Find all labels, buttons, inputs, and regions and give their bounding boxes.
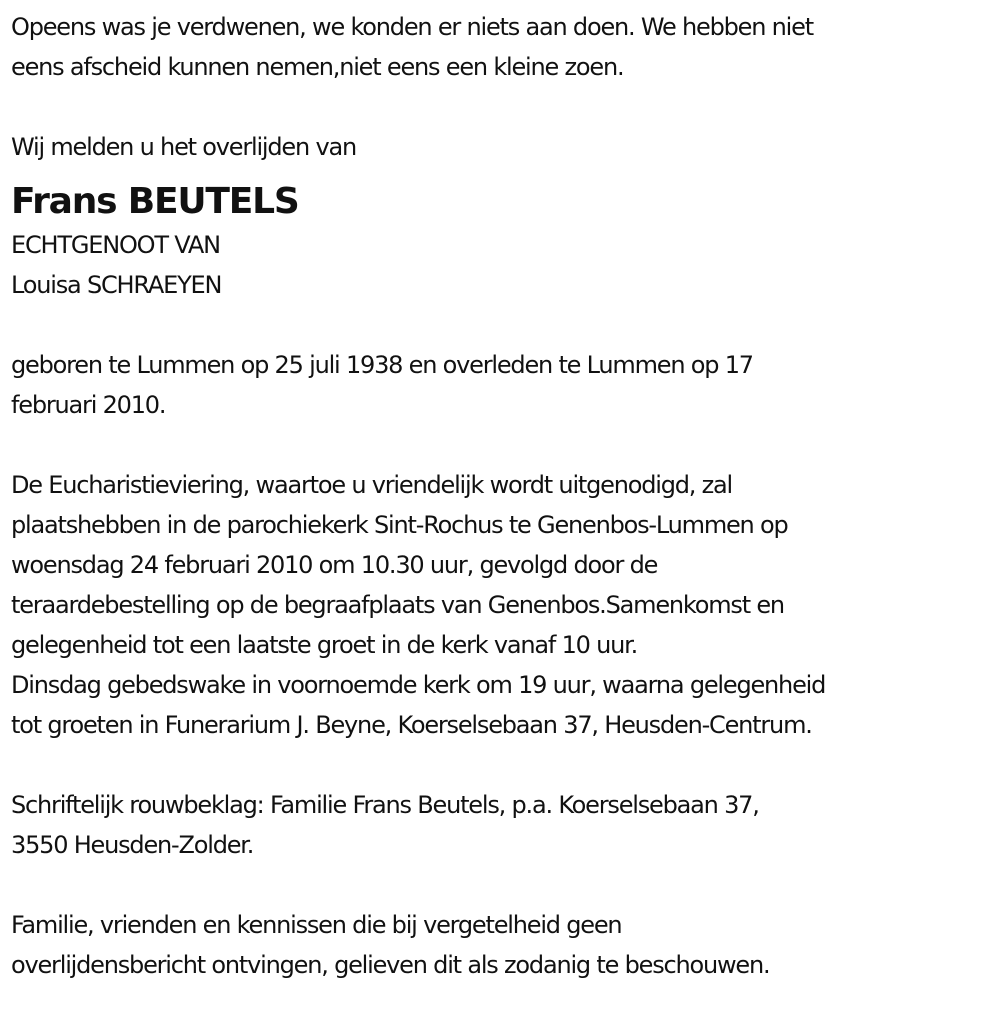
announcement-text: Wij melden u het overlijden van — [11, 133, 356, 161]
deceased-name: Frans BEUTELS — [11, 181, 299, 222]
relation-label: ECHTGENOOT VAN — [11, 231, 220, 259]
intro-verse — [11, 7, 996, 87]
ceremony-line: gelegenheid tot een laatste groet in de kerk vanaf 10 uur. — [11, 631, 638, 659]
ceremony-line: tot groeten in Funerarium J. Beyne, Koerselsebaan 37, Heusden-Centrum. — [11, 711, 812, 739]
spacer — [11, 87, 996, 127]
birth-death-paragraph — [11, 345, 996, 425]
spacer — [11, 865, 996, 905]
spouse-name: Louisa SCHRAEYEN — [11, 271, 222, 299]
ceremony-line: plaatshebben in de parochiekerk Sint-Rochus te Genenbos-Lummen op — [11, 511, 788, 539]
ceremony-line: teraardebestelling op de begraafplaats van Genenbos.Samenkomst en — [11, 591, 784, 619]
ceremony-line: De Eucharistieviering, waartoe u vriendelijk wordt uitgenodigd, zal — [11, 471, 733, 499]
spacer — [11, 745, 996, 785]
condolences-line-2: 3550 Heusden-Zolder. — [11, 831, 254, 859]
closing-line-1: Familie, vrienden en kennissen die bij vergetelheid geen — [11, 911, 622, 939]
condolences-line-1: Schriftelijk rouwbeklag: Familie Frans Beutels, p.a. Koerselsebaan 37, — [11, 791, 759, 819]
condolences-paragraph — [11, 785, 996, 865]
ceremony-paragraph — [11, 465, 996, 745]
birth-death-line-1: geboren te Lummen op 25 juli 1938 en overleden te Lummen op 17 — [11, 351, 753, 379]
closing-paragraph — [11, 905, 996, 985]
intro-line-1: Opeens was je verdwenen, we konden er niets aan doen. We hebben niet — [11, 13, 813, 41]
closing-line-2: overlijdensbericht ontvingen, gelieven dit als zodanig te beschouwen. — [11, 951, 770, 979]
spacer — [11, 425, 996, 465]
spacer — [11, 305, 996, 345]
ceremony-line: woensdag 24 februari 2010 om 10.30 uur, gevolgd door de — [11, 551, 658, 579]
obituary-notice — [11, 7, 996, 985]
ceremony-line: Dinsdag gebedswake in voornoemde kerk om 19 uur, waarna gelegenheid — [11, 671, 826, 699]
intro-line-2: eens afscheid kunnen nemen,niet eens een kleine zoen. — [11, 53, 624, 81]
birth-death-line-2: februari 2010. — [11, 391, 166, 419]
